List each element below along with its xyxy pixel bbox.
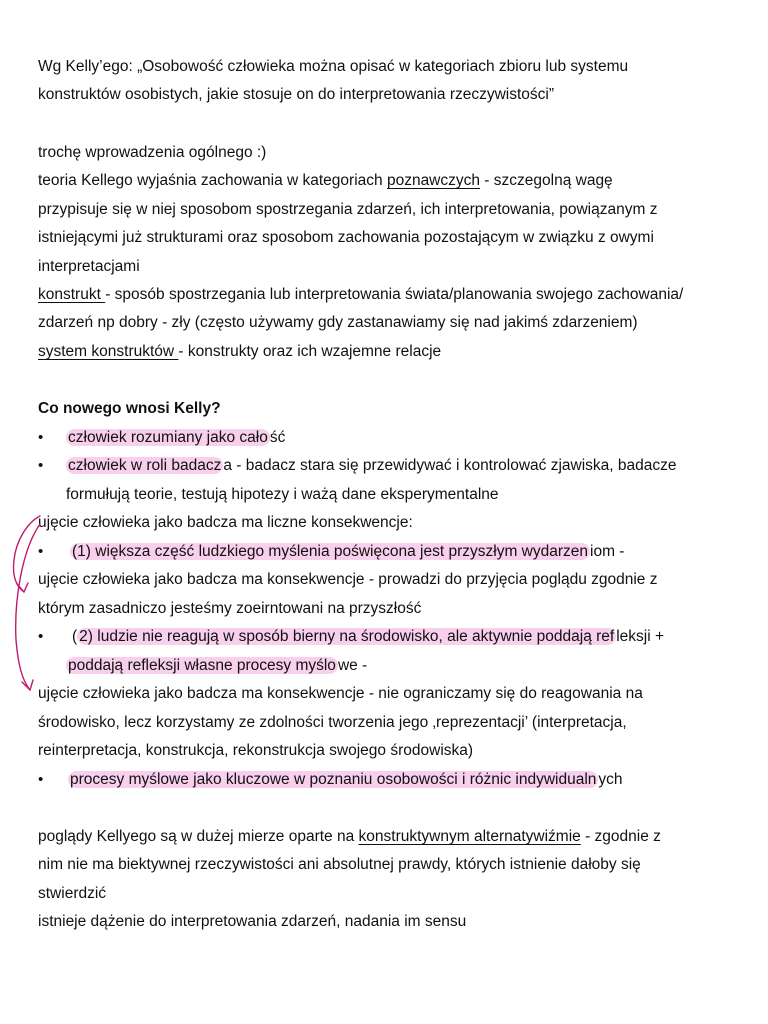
- underlined-term: poznawczych: [386, 172, 480, 189]
- intro-line: konstruktów osobistych, jakie stosuje on do interpretowania rzeczywistości”: [38, 86, 555, 103]
- bullet-icon: •: [38, 543, 44, 560]
- general-line: teoria Kellego wyjaśnia zachowania w kategoriach poznawczych - szczegolną wagę: [38, 172, 613, 189]
- bullet-item: procesy myślowe jako kluczowe w poznaniu osobowości i różnic indywidualn ych: [70, 771, 623, 788]
- general-line: istniejącymi już strukturami oraz sposobom zachowania pozostającym w związku z owymi: [38, 229, 654, 246]
- underlined-term: konstruktywnym alternatywiźmie: [358, 828, 581, 845]
- highlight: procesy myślowe jako kluczowe w poznaniu osobowości i różnic indywidualn: [70, 771, 597, 788]
- highlight: człowiek rozumiany jako cało: [68, 429, 268, 446]
- curved-arrow-upper: [13, 516, 40, 592]
- closing-line: nim nie ma biektywnej rzeczywistości ani absolutnej prawdy, których istnienie dałoby się: [38, 856, 641, 873]
- closing-line: stwierdzić: [38, 885, 107, 902]
- intro-line: Wg Kelly’ego: „Osobowość człowieka można opisać w kategoriach zbioru lub systemu: [38, 58, 629, 75]
- definition-construct: konstrukt - sposób spostrzegania lub interpretowania świata/planowania swojego zachowania/: [38, 286, 684, 303]
- closing-line: istnieje dążenie do interpretowania zdarzeń, nadania im sensu: [38, 913, 467, 930]
- bullet-icon: •: [38, 457, 44, 474]
- general-line: przypisuje się w niej sposobom spostrzegania zdarzeń, ich interpretowania, powiązanym z: [38, 201, 658, 218]
- bullet-item-continued: formułują teorie, testują hipotezy i ważą dane eksperymentalne: [66, 486, 499, 503]
- bullet-icon: •: [38, 628, 44, 645]
- bullet-icon: •: [38, 771, 44, 788]
- definition-construct: zdarzeń np dobry - zły (często używamy gdy zastanawiamy się nad jakimś zdarzeniem): [38, 314, 638, 331]
- curved-arrow-lower: [16, 524, 40, 690]
- highlight: (1) większa część ludzkiego myślenia poświęcona jest przyszłym wydarzen: [72, 543, 588, 560]
- bullet-item-continued: ujęcie człowieka jako badcza ma konsekwencje - nie ograniczamy się do reagowania na: [38, 685, 643, 702]
- general-line: trochę wprowadzenia ogólnego :): [38, 144, 267, 161]
- definition-system: system konstruktów - konstrukty oraz ich wzajemne relacje: [38, 343, 442, 360]
- highlight: 2) ludzie nie reagują w sposób bierny na środowisko, ale aktywnie poddają ref: [79, 628, 615, 645]
- curved-arrow-upper-head: [17, 583, 28, 592]
- bullet-item: człowiek rozumiany jako cało ść: [68, 429, 286, 446]
- bullet-item-continued: poddają refleksji własne procesy myślo we -: [68, 657, 368, 674]
- bullet-item: (1) większa część ludzkiego myślenia poświęcona jest przyszłym wydarzen iom -: [72, 543, 625, 560]
- underlined-term: konstrukt: [38, 286, 106, 303]
- section-heading: Co nowego wnosi Kelly?: [38, 400, 221, 417]
- general-line: interpretacjami: [38, 258, 140, 275]
- bullet-item-continued: ujęcie człowieka jako badcza ma konsekwencje - prowadzi do przyjęcia poglądu zgodnie z: [38, 571, 658, 588]
- bullet-item: człowiek w roli badacz a - badacz stara się przewidywać i kontrolować zjawiska, badacze: [68, 457, 677, 474]
- bullet-item: ( 2) ludzie nie reagują w sposób bierny na środowisko, ale aktywnie poddają ref leksji +: [72, 628, 665, 645]
- highlight: poddają refleksji własne procesy myślo: [68, 657, 336, 674]
- closing-line: poglądy Kellyego są w dużej mierze oparte na konstruktywnym alternatywiźmie - zgodnie z: [38, 828, 661, 845]
- underlined-term: system konstruktów: [38, 343, 179, 360]
- consequences-line: ujęcie człowieka jako badcza ma liczne konsekwencje:: [38, 514, 413, 531]
- bullet-item-continued: środowisko, lecz korzystamy ze zdolności tworzenia jego ‚reprezentacji’ (interpretacja,: [38, 714, 627, 731]
- bullet-icon: •: [38, 429, 44, 446]
- bullet-item-continued: którym zasadniczo jesteśmy zoeirntowani na przyszłość: [38, 600, 422, 617]
- bullet-item-continued: reinterpretacja, konstrukcja, rekonstrukcja swojego środowiska): [38, 742, 474, 759]
- curved-arrow-lower-head: [22, 680, 33, 690]
- highlight: człowiek w roli badacz: [68, 457, 222, 474]
